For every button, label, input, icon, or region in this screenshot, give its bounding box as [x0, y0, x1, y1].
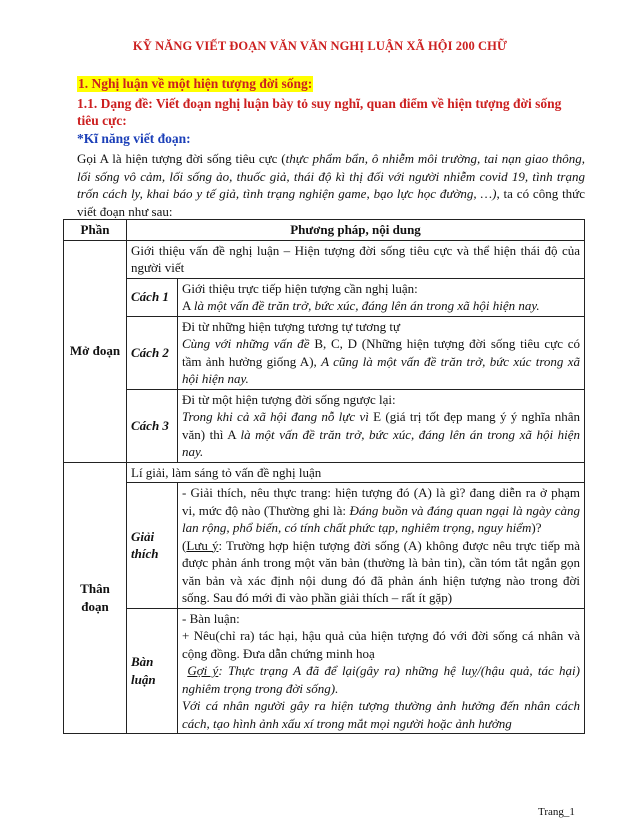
- table-row: [64, 389, 585, 462]
- cach-3-line1: Đi từ một hiện tượng đời sống ngược lại:: [182, 391, 396, 407]
- note-open-paren: (: [182, 537, 187, 553]
- cach-3-line2: [182, 408, 580, 461]
- intro-tail: , ta có công thức viết đoạn như sau:: [77, 186, 585, 219]
- cach-2-label: Cách 2: [127, 316, 178, 389]
- note-text: : Trường hợp hiện tượng đời sống (A) không được nêu trực tiếp mà được phản ánh trong một văn bản (thường là bản tin), cần tóm tắt ngắn gọn văn bản và xác định nội dung đó đã phản ánh hiện tượng nào trong đời sống. Sau đó mới đi vào phần giải thích – rất ít gặp): [182, 537, 580, 605]
- ban-luan-content: [178, 608, 585, 734]
- cach-2-line2: [182, 335, 580, 388]
- cach-3-value: E (giá trị tốt đẹp mang ý ý nghĩa nhân văn) thì A: [182, 409, 580, 442]
- method-table: [63, 219, 585, 734]
- cach-1-line2: [182, 297, 580, 315]
- section-heading-1: 1. Nghị luận về một hiện tượng đời sống:: [78, 76, 313, 91]
- section-mo-doan: Mở đoạn: [64, 240, 127, 462]
- giai-thich-question: - Giải thích, nêu thực trang: hiện tượng đó (A) là gì? đang diễn ra ở phạm vi, mức độ nào (Thường ghi là:: [182, 485, 580, 518]
- giai-thich-p1: [182, 484, 580, 537]
- giai-thich-p2: [182, 537, 580, 607]
- table-row: [64, 316, 585, 389]
- giai-thich-label: Giải thích: [127, 483, 178, 609]
- than-doan-intro: Lí giải, làm sáng tỏ vấn đề nghị luận: [127, 462, 585, 483]
- table-row: [64, 608, 585, 734]
- note-label: Lưu ý: [186, 537, 219, 553]
- giai-thich-content: [178, 483, 585, 609]
- header-method: Phương pháp, nội dung: [127, 220, 585, 241]
- cach-3-content: [178, 389, 585, 462]
- table-row: [64, 462, 585, 483]
- cach-2-examples: B, C, D (Những hiện tượng đời sống tiêu cực có tầm ảnh hưởng giống A),: [182, 336, 580, 369]
- ban-luan-l2: + Nêu(chỉ ra) tác hại, hậu quả của hiện tượng đó với đời sống cá nhân và cộng đồng. Đưa dẫn chứng minh hoạ: [182, 628, 580, 661]
- ban-luan-l3: [182, 662, 580, 697]
- mo-doan-intro: Giới thiệu vấn đề nghị luận – Hiện tượng đời sống tiêu cực và thể hiện thái độ của người viết: [127, 240, 585, 278]
- ban-luan-l4: Với cá nhân người gây ra hiện tượng thường ảnh hưởng đến nhân cách cách, tạo hình ảnh xấu xí trong mắt mọi người hoặc ảnh hưởng: [182, 698, 580, 731]
- cach-1-label: Cách 1: [127, 278, 178, 316]
- cach-1-subject: A: [182, 298, 194, 313]
- cach-3-statement: là một vấn đề trăn trở, bức xúc, đáng lên án trong xã hội hiện nay.: [182, 426, 580, 459]
- hint-text: : Thực trạng A đã để lại(gây ra) những hệ luỵ/(hậu quả, tác hại) nghiêm trọng trong đời sống).: [182, 663, 580, 696]
- giai-thich-close: )?: [531, 520, 542, 535]
- intro-examples: thực phẩm bẩn, ô nhiễm môi trường, tai nạn giao thông, lối sống vô cảm, lối sống ảo, thuốc giả, thái độ kì thị đối với người nhiễm covid 19, tình trạng trốn cách ly, khai báo y tế giả, tình trạng nghiện game, bạo lực học đường, …): [77, 151, 585, 201]
- cach-3-lead: Trong khi cả xã hội đang nỗ lực vì: [182, 409, 374, 424]
- section-heading-1-1: 1.1. Dạng đề: Viết đoạn nghị luận bày tỏ suy nghĩ, quan điểm về hiện tượng đời sống tiêu cực:: [77, 96, 562, 128]
- intro-lead: Gọi A là hiện tượng đời sống tiêu cực (: [77, 151, 286, 166]
- intro-paragraph: [77, 150, 585, 220]
- header-part: Phần: [64, 220, 127, 241]
- ban-luan-label: Bàn luận: [127, 608, 178, 734]
- page-title: KỸ NĂNG VIẾT ĐOẠN VĂN VĂN NGHỊ LUẬN XÃ HỘI 200 CHỮ: [132, 39, 508, 53]
- cach-1-content: [178, 278, 585, 316]
- cach-3-label: Cách 3: [127, 389, 178, 462]
- table-row: [64, 278, 585, 316]
- ban-luan-l1: - Bàn luận:: [182, 610, 240, 626]
- table-row: [64, 240, 585, 278]
- section-than-doan: Thân đoạn: [64, 462, 127, 734]
- giai-thich-sample: Đáng buồn và đáng quan ngại là ngày càng lan rộng, phổ biến, có tính chất phức tạp, nghiêm trọng, nguy hiểm: [182, 502, 581, 535]
- table-row: [64, 483, 585, 609]
- hint-label: Gợi ý: [187, 663, 219, 678]
- table-header-row: [64, 220, 585, 241]
- cach-1-statement: là một vấn đề trăn trở, bức xúc, đáng lên án trong xã hội hiện nay.: [193, 298, 540, 313]
- cach-2-line1: Đi từ những hiện tượng tương tự tương tự: [182, 318, 400, 334]
- cach-2-lead: Cùng với những vấn đề: [182, 336, 315, 351]
- page-number: Trang_1: [538, 806, 575, 818]
- cach-2-content: [178, 316, 585, 389]
- cach-2-statement: A cũng là một vấn đề trăn trở, bức xúc trong xã hội hiện nay.: [182, 353, 580, 386]
- cach-1-line1: Giới thiệu trực tiếp hiện tượng cần nghị luận:: [182, 280, 418, 296]
- subheading-skill: *Kĩ năng viết đoạn:: [77, 131, 191, 146]
